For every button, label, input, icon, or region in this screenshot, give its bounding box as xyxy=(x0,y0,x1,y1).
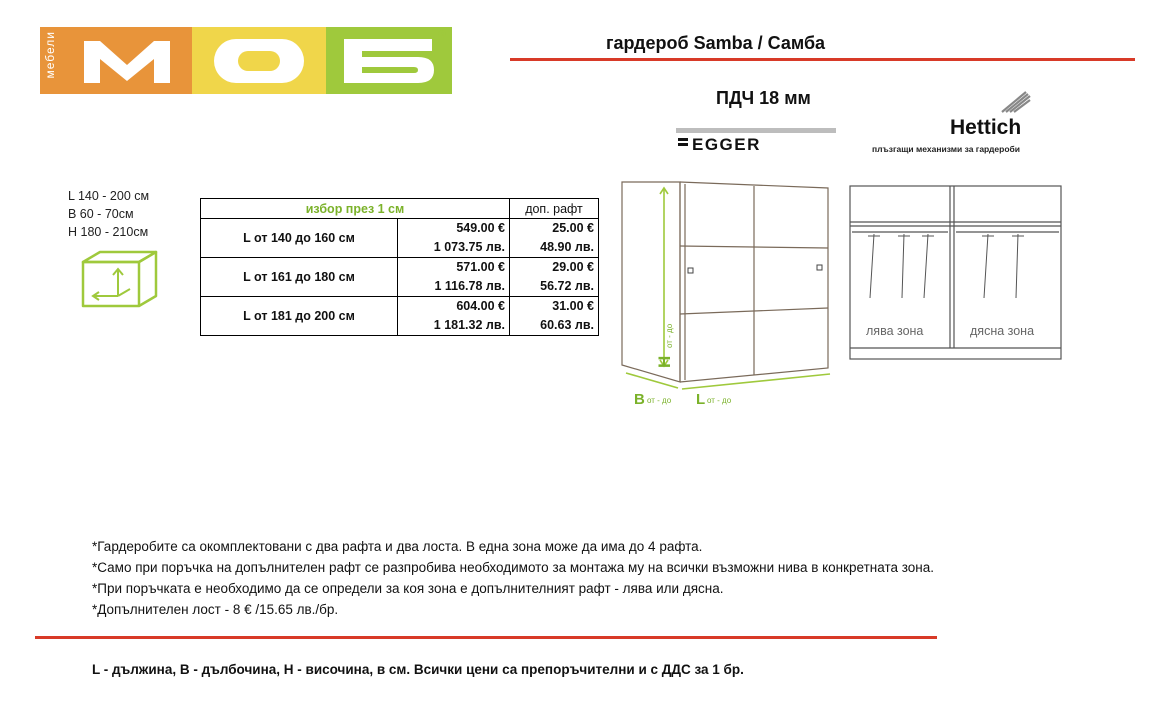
board-material: ПДЧ 18 мм xyxy=(716,88,811,108)
length-range-suffix: от - до xyxy=(707,396,732,405)
bottom-divider xyxy=(35,636,937,639)
price-table-header xyxy=(201,199,599,219)
dimension-length: L 140 - 200 см xyxy=(68,189,150,203)
price-bgn: 1 181.32 лв. xyxy=(433,318,505,332)
header-choice: избор през 1 см xyxy=(201,199,510,219)
row-size-label: L от 181 до 200 см xyxy=(201,297,398,336)
logo-vertical-text: мебели xyxy=(43,31,57,79)
price-eur: 604.00 € xyxy=(456,299,505,313)
table-row xyxy=(201,219,599,258)
extra-bgn: 56.72 лв. xyxy=(540,279,594,293)
row-extra-price xyxy=(510,219,599,258)
hettich-logo-text: Hettich xyxy=(950,116,1022,139)
egger-logo xyxy=(676,128,836,154)
note-item: *Допълнителен лост - 8 € /15.65 лв./бр. xyxy=(92,602,339,617)
depth-label: В xyxy=(634,391,645,408)
logo-letter-m xyxy=(62,27,192,94)
row-price xyxy=(398,219,510,258)
brand-logo xyxy=(40,27,452,94)
price-eur: 549.00 € xyxy=(456,221,505,235)
row-size-label: L от 140 до 160 см xyxy=(201,219,398,258)
dimension-depth: В 60 - 70см xyxy=(68,207,134,221)
top-divider xyxy=(510,58,1135,61)
height-range-suffix: от - до xyxy=(665,323,674,348)
price-bgn: 1 116.78 лв. xyxy=(434,279,505,293)
note-item: *При поръчката е необходимо да се определи за коя зона е допълнителният рафт - лява или дясна. xyxy=(92,581,724,596)
mechanism-caption: плъзгащи механизми за гардероби xyxy=(872,144,1021,154)
page-title: гардероб Samba / Самба xyxy=(606,33,826,53)
price-table xyxy=(200,198,599,336)
egger-logo-text: EGGER xyxy=(692,135,761,154)
left-zone-label: лява зона xyxy=(866,324,924,338)
extra-eur: 25.00 € xyxy=(552,221,594,235)
logo-letter-o xyxy=(192,27,326,94)
wardrobe-front-drawing xyxy=(612,178,847,410)
row-extra-price xyxy=(510,297,599,336)
right-zone-label: дясна зона xyxy=(970,324,1035,338)
row-price xyxy=(398,258,510,297)
footer-legend: L - дължина, В - дълбочина, Н - височина, в см. Всички цени са препоръчителни и с ДДС за 1 бр. xyxy=(92,662,744,677)
length-label: L xyxy=(696,391,706,408)
hettich-logo xyxy=(948,90,1032,140)
header-extra-shelf: доп. рафт xyxy=(510,199,599,219)
extra-bgn: 60.63 лв. xyxy=(540,318,594,332)
table-row xyxy=(201,258,599,297)
price-bgn: 1 073.75 лв. xyxy=(433,240,505,254)
dimension-height: Н 180 - 210см xyxy=(68,225,149,239)
extra-eur: 31.00 € xyxy=(552,299,594,313)
notes-list xyxy=(92,536,934,620)
registered-mark-icon: ® xyxy=(438,29,447,41)
extra-eur: 29.00 € xyxy=(552,260,594,274)
logo-letter-b xyxy=(326,27,452,94)
table-row xyxy=(201,297,599,336)
extra-bgn: 48.90 лв. xyxy=(540,240,594,254)
row-extra-price xyxy=(510,258,599,297)
dimension-ranges xyxy=(68,187,149,241)
row-price xyxy=(398,297,510,336)
row-size-label: L от 161 до 180 см xyxy=(201,258,398,297)
price-eur: 571.00 € xyxy=(456,260,505,274)
note-item: *Само при поръчка на допълнителен рафт се разпробива необходимото за монтажа му на всички възможни нива в конкретната зона. xyxy=(92,560,935,575)
logo-side-strip xyxy=(40,27,62,94)
wardrobe-inside-drawing xyxy=(846,182,1088,407)
note-item: *Гардеробите са окомплектовани с два рафта и два лоста. В една зона може да има до 4 рафта. xyxy=(92,539,703,554)
height-label: Н xyxy=(655,355,674,368)
depth-range-suffix: от - до xyxy=(647,396,672,405)
box-dimensions-icon xyxy=(80,248,160,310)
